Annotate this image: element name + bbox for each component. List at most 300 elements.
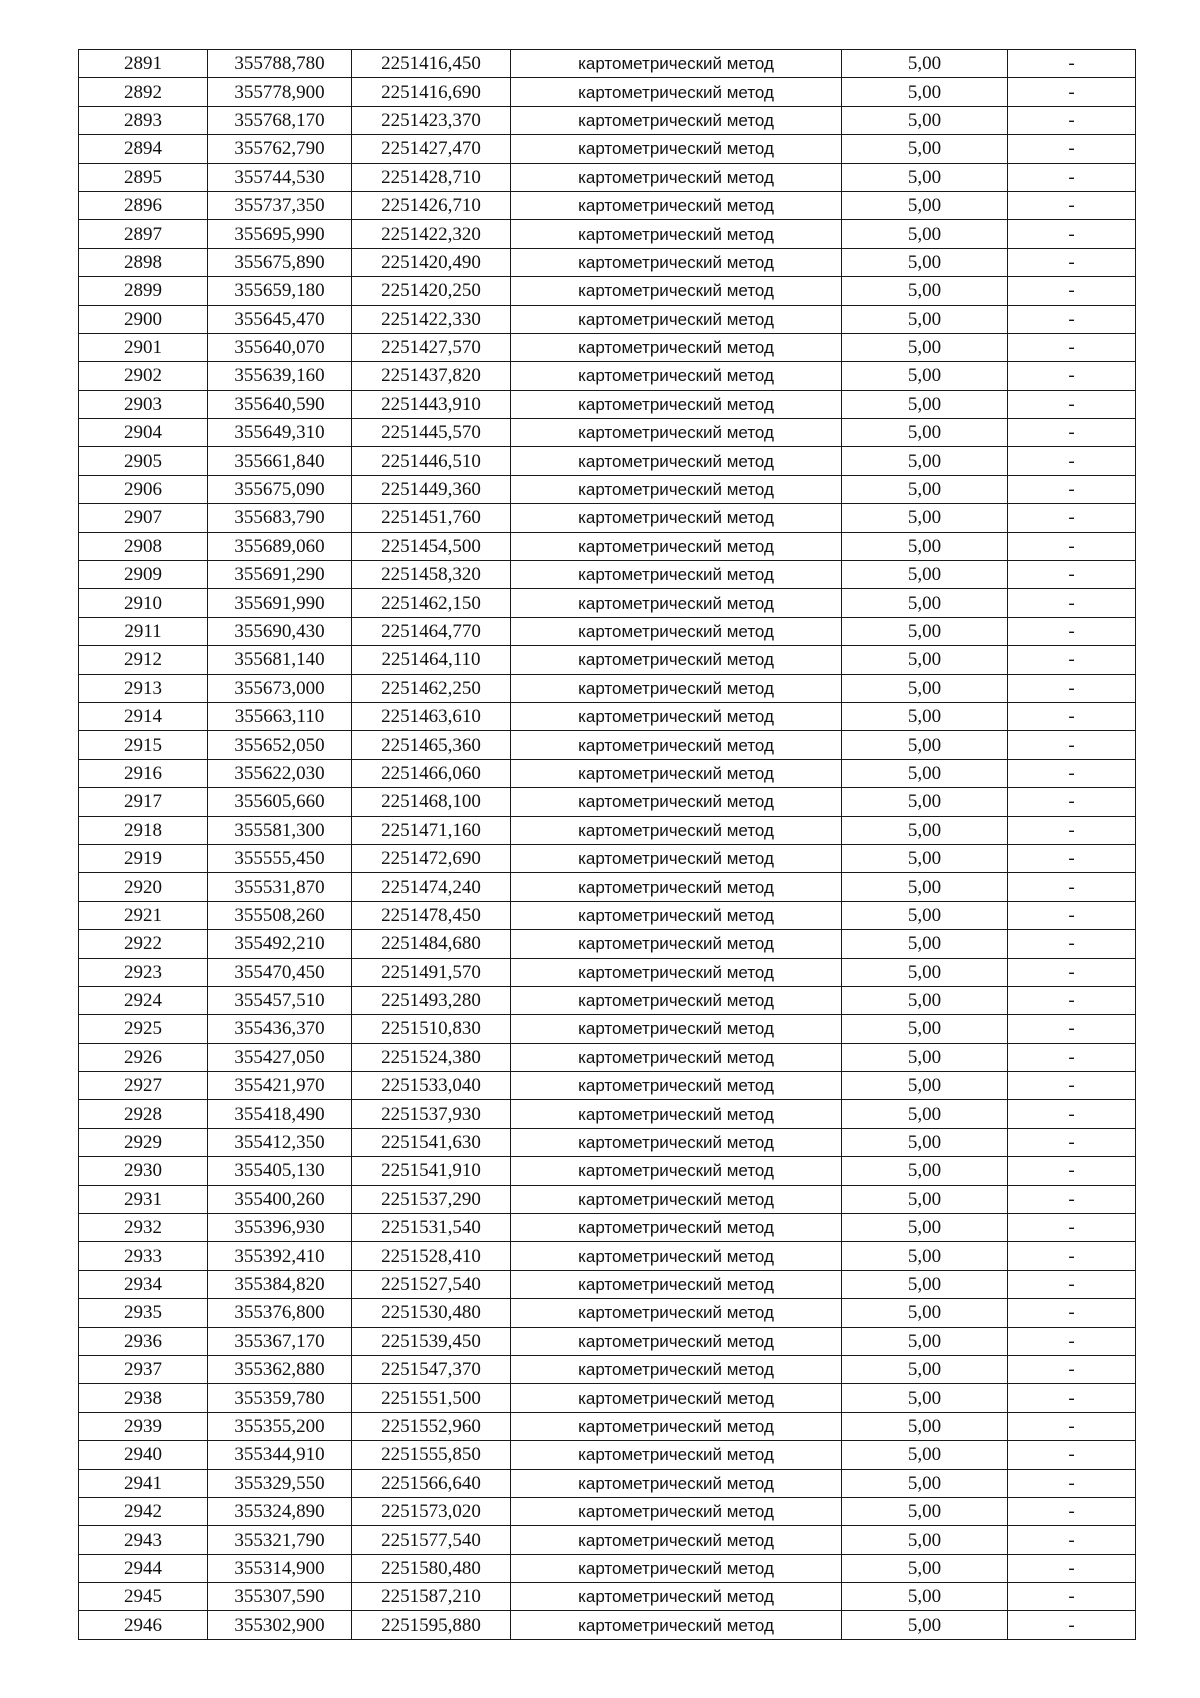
- accuracy-cell: 5,00: [842, 1526, 1008, 1554]
- y-coordinate-cell: 2251422,330: [352, 305, 511, 333]
- x-coordinate-cell: 355689,060: [208, 532, 352, 560]
- table-row: [79, 1185, 1136, 1213]
- table-row: [79, 646, 1136, 674]
- table-row: [79, 191, 1136, 219]
- y-coordinate-cell: 2251443,910: [352, 390, 511, 418]
- accuracy-cell: 5,00: [842, 220, 1008, 248]
- accuracy-cell: 5,00: [842, 106, 1008, 134]
- y-coordinate-cell: 2251462,150: [352, 589, 511, 617]
- accuracy-cell: 5,00: [842, 1185, 1008, 1213]
- point-number-cell: 2912: [79, 646, 208, 674]
- point-number-cell: 2904: [79, 419, 208, 447]
- x-coordinate-cell: 355681,140: [208, 646, 352, 674]
- note-cell: -: [1008, 1497, 1136, 1525]
- note-cell: -: [1008, 78, 1136, 106]
- x-coordinate-cell: 355659,180: [208, 277, 352, 305]
- x-coordinate-cell: 355314,900: [208, 1554, 352, 1582]
- x-coordinate-cell: 355744,530: [208, 163, 352, 191]
- accuracy-cell: 5,00: [842, 475, 1008, 503]
- table-row: [79, 50, 1136, 78]
- x-coordinate-cell: 355362,880: [208, 1355, 352, 1383]
- y-coordinate-cell: 2251573,020: [352, 1497, 511, 1525]
- method-cell: картометрический метод: [511, 504, 842, 532]
- x-coordinate-cell: 355675,890: [208, 248, 352, 276]
- y-coordinate-cell: 2251465,360: [352, 731, 511, 759]
- y-coordinate-cell: 2251471,160: [352, 816, 511, 844]
- note-cell: -: [1008, 589, 1136, 617]
- table-row: [79, 702, 1136, 730]
- table-row: [79, 674, 1136, 702]
- y-coordinate-cell: 2251454,500: [352, 532, 511, 560]
- method-cell: картометрический метод: [511, 1384, 842, 1412]
- point-number-cell: 2913: [79, 674, 208, 702]
- point-number-cell: 2927: [79, 1072, 208, 1100]
- accuracy-cell: 5,00: [842, 248, 1008, 276]
- y-coordinate-cell: 2251427,570: [352, 333, 511, 361]
- table-row: [79, 788, 1136, 816]
- x-coordinate-cell: 355302,900: [208, 1611, 352, 1639]
- accuracy-cell: 5,00: [842, 1554, 1008, 1582]
- accuracy-cell: 5,00: [842, 1015, 1008, 1043]
- y-coordinate-cell: 2251478,450: [352, 901, 511, 929]
- accuracy-cell: 5,00: [842, 1611, 1008, 1639]
- point-number-cell: 2944: [79, 1554, 208, 1582]
- y-coordinate-cell: 2251491,570: [352, 958, 511, 986]
- accuracy-cell: 5,00: [842, 731, 1008, 759]
- point-number-cell: 2945: [79, 1583, 208, 1611]
- table-row: [79, 106, 1136, 134]
- note-cell: -: [1008, 135, 1136, 163]
- y-coordinate-cell: 2251426,710: [352, 191, 511, 219]
- point-number-cell: 2943: [79, 1526, 208, 1554]
- y-coordinate-cell: 2251422,320: [352, 220, 511, 248]
- x-coordinate-cell: 355405,130: [208, 1157, 352, 1185]
- method-cell: картометрический метод: [511, 561, 842, 589]
- point-number-cell: 2891: [79, 50, 208, 78]
- note-cell: -: [1008, 1327, 1136, 1355]
- method-cell: картометрический метод: [511, 106, 842, 134]
- x-coordinate-cell: 355691,990: [208, 589, 352, 617]
- y-coordinate-cell: 2251537,930: [352, 1100, 511, 1128]
- note-cell: -: [1008, 759, 1136, 787]
- note-cell: -: [1008, 1157, 1136, 1185]
- point-number-cell: 2892: [79, 78, 208, 106]
- point-number-cell: 2901: [79, 333, 208, 361]
- y-coordinate-cell: 2251539,450: [352, 1327, 511, 1355]
- note-cell: -: [1008, 646, 1136, 674]
- x-coordinate-cell: 355645,470: [208, 305, 352, 333]
- method-cell: картометрический метод: [511, 248, 842, 276]
- table-row: [79, 1441, 1136, 1469]
- accuracy-cell: 5,00: [842, 759, 1008, 787]
- point-number-cell: 2928: [79, 1100, 208, 1128]
- y-coordinate-cell: 2251533,040: [352, 1072, 511, 1100]
- accuracy-cell: 5,00: [842, 702, 1008, 730]
- method-cell: картометрический метод: [511, 475, 842, 503]
- table-row: [79, 958, 1136, 986]
- note-cell: -: [1008, 1469, 1136, 1497]
- accuracy-cell: 5,00: [842, 958, 1008, 986]
- x-coordinate-cell: 355762,790: [208, 135, 352, 163]
- note-cell: -: [1008, 844, 1136, 872]
- method-cell: картометрический метод: [511, 390, 842, 418]
- accuracy-cell: 5,00: [842, 589, 1008, 617]
- point-number-cell: 2910: [79, 589, 208, 617]
- note-cell: -: [1008, 958, 1136, 986]
- note-cell: -: [1008, 1242, 1136, 1270]
- method-cell: картометрический метод: [511, 646, 842, 674]
- accuracy-cell: 5,00: [842, 986, 1008, 1014]
- accuracy-cell: 5,00: [842, 1412, 1008, 1440]
- accuracy-cell: 5,00: [842, 617, 1008, 645]
- point-number-cell: 2918: [79, 816, 208, 844]
- y-coordinate-cell: 2251428,710: [352, 163, 511, 191]
- method-cell: картометрический метод: [511, 1015, 842, 1043]
- point-number-cell: 2931: [79, 1185, 208, 1213]
- accuracy-cell: 5,00: [842, 1270, 1008, 1298]
- table-row: [79, 1128, 1136, 1156]
- point-number-cell: 2909: [79, 561, 208, 589]
- point-number-cell: 2893: [79, 106, 208, 134]
- y-coordinate-cell: 2251464,770: [352, 617, 511, 645]
- table-row: [79, 561, 1136, 589]
- note-cell: -: [1008, 1043, 1136, 1071]
- note-cell: -: [1008, 1299, 1136, 1327]
- table-row: [79, 589, 1136, 617]
- table-row: [79, 1384, 1136, 1412]
- y-coordinate-cell: 2251566,640: [352, 1469, 511, 1497]
- method-cell: картометрический метод: [511, 731, 842, 759]
- accuracy-cell: 5,00: [842, 674, 1008, 702]
- y-coordinate-cell: 2251552,960: [352, 1412, 511, 1440]
- accuracy-cell: 5,00: [842, 191, 1008, 219]
- table-row: [79, 504, 1136, 532]
- point-number-cell: 2924: [79, 986, 208, 1014]
- note-cell: -: [1008, 191, 1136, 219]
- x-coordinate-cell: 355412,350: [208, 1128, 352, 1156]
- y-coordinate-cell: 2251445,570: [352, 419, 511, 447]
- y-coordinate-cell: 2251464,110: [352, 646, 511, 674]
- point-number-cell: 2920: [79, 873, 208, 901]
- accuracy-cell: 5,00: [842, 447, 1008, 475]
- table-row: [79, 78, 1136, 106]
- y-coordinate-cell: 2251587,210: [352, 1583, 511, 1611]
- method-cell: картометрический метод: [511, 1242, 842, 1270]
- point-number-cell: 2934: [79, 1270, 208, 1298]
- table-row: [79, 759, 1136, 787]
- note-cell: -: [1008, 163, 1136, 191]
- note-cell: -: [1008, 248, 1136, 276]
- point-number-cell: 2922: [79, 930, 208, 958]
- note-cell: -: [1008, 362, 1136, 390]
- y-coordinate-cell: 2251537,290: [352, 1185, 511, 1213]
- y-coordinate-cell: 2251577,540: [352, 1526, 511, 1554]
- method-cell: картометрический метод: [511, 1583, 842, 1611]
- method-cell: картометрический метод: [511, 1441, 842, 1469]
- note-cell: -: [1008, 1384, 1136, 1412]
- accuracy-cell: 5,00: [842, 333, 1008, 361]
- y-coordinate-cell: 2251427,470: [352, 135, 511, 163]
- table-row: [79, 1327, 1136, 1355]
- point-number-cell: 2932: [79, 1214, 208, 1242]
- accuracy-cell: 5,00: [842, 78, 1008, 106]
- point-number-cell: 2894: [79, 135, 208, 163]
- y-coordinate-cell: 2251541,910: [352, 1157, 511, 1185]
- point-number-cell: 2930: [79, 1157, 208, 1185]
- accuracy-cell: 5,00: [842, 901, 1008, 929]
- note-cell: -: [1008, 930, 1136, 958]
- x-coordinate-cell: 355695,990: [208, 220, 352, 248]
- method-cell: картометрический метод: [511, 1128, 842, 1156]
- method-cell: картометрический метод: [511, 1554, 842, 1582]
- x-coordinate-cell: 355329,550: [208, 1469, 352, 1497]
- x-coordinate-cell: 355531,870: [208, 873, 352, 901]
- y-coordinate-cell: 2251420,490: [352, 248, 511, 276]
- accuracy-cell: 5,00: [842, 1497, 1008, 1525]
- x-coordinate-cell: 355392,410: [208, 1242, 352, 1270]
- method-cell: картометрический метод: [511, 532, 842, 560]
- accuracy-cell: 5,00: [842, 1583, 1008, 1611]
- table-row: [79, 163, 1136, 191]
- method-cell: картометрический метод: [511, 759, 842, 787]
- x-coordinate-cell: 355359,780: [208, 1384, 352, 1412]
- note-cell: -: [1008, 220, 1136, 248]
- point-number-cell: 2914: [79, 702, 208, 730]
- point-number-cell: 2937: [79, 1355, 208, 1383]
- accuracy-cell: 5,00: [842, 930, 1008, 958]
- point-number-cell: 2925: [79, 1015, 208, 1043]
- x-coordinate-cell: 355778,900: [208, 78, 352, 106]
- point-number-cell: 2933: [79, 1242, 208, 1270]
- note-cell: -: [1008, 1583, 1136, 1611]
- x-coordinate-cell: 355427,050: [208, 1043, 352, 1071]
- note-cell: -: [1008, 1355, 1136, 1383]
- y-coordinate-cell: 2251510,830: [352, 1015, 511, 1043]
- method-cell: картометрический метод: [511, 901, 842, 929]
- table-row: [79, 1157, 1136, 1185]
- table-row: [79, 305, 1136, 333]
- note-cell: -: [1008, 1554, 1136, 1582]
- method-cell: картометрический метод: [511, 78, 842, 106]
- accuracy-cell: 5,00: [842, 362, 1008, 390]
- point-number-cell: 2898: [79, 248, 208, 276]
- accuracy-cell: 5,00: [842, 1469, 1008, 1497]
- method-cell: картометрический метод: [511, 1497, 842, 1525]
- note-cell: -: [1008, 1526, 1136, 1554]
- accuracy-cell: 5,00: [842, 873, 1008, 901]
- table-row: [79, 844, 1136, 872]
- point-number-cell: 2908: [79, 532, 208, 560]
- y-coordinate-cell: 2251527,540: [352, 1270, 511, 1298]
- point-number-cell: 2923: [79, 958, 208, 986]
- y-coordinate-cell: 2251541,630: [352, 1128, 511, 1156]
- x-coordinate-cell: 355457,510: [208, 986, 352, 1014]
- table-row: [79, 419, 1136, 447]
- x-coordinate-cell: 355344,910: [208, 1441, 352, 1469]
- note-cell: -: [1008, 1185, 1136, 1213]
- point-number-cell: 2929: [79, 1128, 208, 1156]
- table-row: [79, 447, 1136, 475]
- x-coordinate-cell: 355690,430: [208, 617, 352, 645]
- x-coordinate-cell: 355421,970: [208, 1072, 352, 1100]
- point-number-cell: 2940: [79, 1441, 208, 1469]
- point-number-cell: 2911: [79, 617, 208, 645]
- table-row: [79, 1015, 1136, 1043]
- x-coordinate-cell: 355400,260: [208, 1185, 352, 1213]
- method-cell: картометрический метод: [511, 589, 842, 617]
- table-row: [79, 1497, 1136, 1525]
- point-number-cell: 2917: [79, 788, 208, 816]
- coordinates-table: [78, 49, 1136, 1640]
- method-cell: картометрический метод: [511, 1157, 842, 1185]
- accuracy-cell: 5,00: [842, 1043, 1008, 1071]
- table-row: [79, 617, 1136, 645]
- table-row: [79, 532, 1136, 560]
- method-cell: картометрический метод: [511, 220, 842, 248]
- point-number-cell: 2919: [79, 844, 208, 872]
- x-coordinate-cell: 355581,300: [208, 816, 352, 844]
- note-cell: -: [1008, 1611, 1136, 1639]
- x-coordinate-cell: 355788,780: [208, 50, 352, 78]
- x-coordinate-cell: 355355,200: [208, 1412, 352, 1440]
- x-coordinate-cell: 355418,490: [208, 1100, 352, 1128]
- accuracy-cell: 5,00: [842, 844, 1008, 872]
- note-cell: -: [1008, 475, 1136, 503]
- point-number-cell: 2896: [79, 191, 208, 219]
- note-cell: -: [1008, 447, 1136, 475]
- note-cell: -: [1008, 873, 1136, 901]
- x-coordinate-cell: 355673,000: [208, 674, 352, 702]
- method-cell: картометрический метод: [511, 191, 842, 219]
- point-number-cell: 2916: [79, 759, 208, 787]
- method-cell: картометрический метод: [511, 1611, 842, 1639]
- note-cell: -: [1008, 731, 1136, 759]
- accuracy-cell: 5,00: [842, 1242, 1008, 1270]
- x-coordinate-cell: 355605,660: [208, 788, 352, 816]
- note-cell: -: [1008, 986, 1136, 1014]
- x-coordinate-cell: 355675,090: [208, 475, 352, 503]
- x-coordinate-cell: 355508,260: [208, 901, 352, 929]
- x-coordinate-cell: 355307,590: [208, 1583, 352, 1611]
- note-cell: -: [1008, 1128, 1136, 1156]
- x-coordinate-cell: 355555,450: [208, 844, 352, 872]
- accuracy-cell: 5,00: [842, 1299, 1008, 1327]
- table-row: [79, 1469, 1136, 1497]
- y-coordinate-cell: 2251463,610: [352, 702, 511, 730]
- x-coordinate-cell: 355691,290: [208, 561, 352, 589]
- table-row: [79, 475, 1136, 503]
- y-coordinate-cell: 2251551,500: [352, 1384, 511, 1412]
- table-row: [79, 220, 1136, 248]
- x-coordinate-cell: 355384,820: [208, 1270, 352, 1298]
- method-cell: картометрический метод: [511, 702, 842, 730]
- note-cell: -: [1008, 106, 1136, 134]
- accuracy-cell: 5,00: [842, 305, 1008, 333]
- note-cell: -: [1008, 333, 1136, 361]
- point-number-cell: 2926: [79, 1043, 208, 1071]
- x-coordinate-cell: 355321,790: [208, 1526, 352, 1554]
- y-coordinate-cell: 2251528,410: [352, 1242, 511, 1270]
- method-cell: картометрический метод: [511, 930, 842, 958]
- table-row: [79, 1043, 1136, 1071]
- note-cell: -: [1008, 1015, 1136, 1043]
- x-coordinate-cell: 355652,050: [208, 731, 352, 759]
- accuracy-cell: 5,00: [842, 1157, 1008, 1185]
- table-row: [79, 1299, 1136, 1327]
- accuracy-cell: 5,00: [842, 390, 1008, 418]
- x-coordinate-cell: 355649,310: [208, 419, 352, 447]
- y-coordinate-cell: 2251451,760: [352, 504, 511, 532]
- note-cell: -: [1008, 1412, 1136, 1440]
- table-row: [79, 1072, 1136, 1100]
- method-cell: картометрический метод: [511, 1526, 842, 1554]
- x-coordinate-cell: 355622,030: [208, 759, 352, 787]
- accuracy-cell: 5,00: [842, 1214, 1008, 1242]
- point-number-cell: 2946: [79, 1611, 208, 1639]
- x-coordinate-cell: 355324,890: [208, 1497, 352, 1525]
- note-cell: -: [1008, 1100, 1136, 1128]
- table-row: [79, 1355, 1136, 1383]
- y-coordinate-cell: 2251530,480: [352, 1299, 511, 1327]
- method-cell: картометрический метод: [511, 1214, 842, 1242]
- table-row: [79, 1270, 1136, 1298]
- note-cell: -: [1008, 901, 1136, 929]
- accuracy-cell: 5,00: [842, 561, 1008, 589]
- note-cell: -: [1008, 1214, 1136, 1242]
- y-coordinate-cell: 2251423,370: [352, 106, 511, 134]
- method-cell: картометрический метод: [511, 50, 842, 78]
- y-coordinate-cell: 2251474,240: [352, 873, 511, 901]
- note-cell: -: [1008, 788, 1136, 816]
- point-number-cell: 2935: [79, 1299, 208, 1327]
- y-coordinate-cell: 2251468,100: [352, 788, 511, 816]
- accuracy-cell: 5,00: [842, 1327, 1008, 1355]
- accuracy-cell: 5,00: [842, 646, 1008, 674]
- y-coordinate-cell: 2251449,360: [352, 475, 511, 503]
- table-row: [79, 1554, 1136, 1582]
- note-cell: -: [1008, 50, 1136, 78]
- x-coordinate-cell: 355663,110: [208, 702, 352, 730]
- note-cell: -: [1008, 390, 1136, 418]
- y-coordinate-cell: 2251595,880: [352, 1611, 511, 1639]
- y-coordinate-cell: 2251524,380: [352, 1043, 511, 1071]
- point-number-cell: 2899: [79, 277, 208, 305]
- table-row: [79, 333, 1136, 361]
- note-cell: -: [1008, 1441, 1136, 1469]
- method-cell: картометрический метод: [511, 1100, 842, 1128]
- method-cell: картометрический метод: [511, 674, 842, 702]
- y-coordinate-cell: 2251437,820: [352, 362, 511, 390]
- method-cell: картометрический метод: [511, 1043, 842, 1071]
- table-row: [79, 1611, 1136, 1639]
- method-cell: картометрический метод: [511, 1185, 842, 1213]
- y-coordinate-cell: 2251462,250: [352, 674, 511, 702]
- method-cell: картометрический метод: [511, 419, 842, 447]
- method-cell: картометрический метод: [511, 1072, 842, 1100]
- accuracy-cell: 5,00: [842, 277, 1008, 305]
- point-number-cell: 2900: [79, 305, 208, 333]
- accuracy-cell: 5,00: [842, 1355, 1008, 1383]
- point-number-cell: 2921: [79, 901, 208, 929]
- note-cell: -: [1008, 561, 1136, 589]
- method-cell: картометрический метод: [511, 305, 842, 333]
- x-coordinate-cell: 355492,210: [208, 930, 352, 958]
- method-cell: картометрический метод: [511, 844, 842, 872]
- point-number-cell: 2895: [79, 163, 208, 191]
- method-cell: картометрический метод: [511, 163, 842, 191]
- note-cell: -: [1008, 419, 1136, 447]
- table-row: [79, 1526, 1136, 1554]
